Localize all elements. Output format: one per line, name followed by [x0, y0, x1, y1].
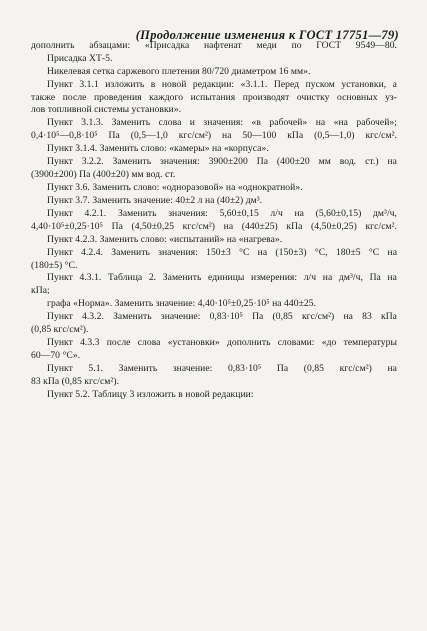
text-line: лов топливной системы установки».	[31, 104, 182, 115]
text-line: дополнить абзацами: «Присадка нафтенат меди по ГОСТ 9549—80.	[31, 40, 397, 51]
text-line: Пункт 4.2.4. Заменить значения: 150±3 °С на (150±3) °С, 180±5 °С на	[47, 247, 397, 258]
text-line: Пункт 4.2.3. Заменить слово: «испытаний» на «нагрева».	[47, 234, 283, 245]
text-line: (0,85 кгс/см²).	[31, 324, 89, 335]
text-line: Пункт 3.1.1 изложить в новой редакции: «3.1.1. Перед пуском установки, а	[47, 79, 397, 90]
text-line: (180±5) °С.	[31, 260, 78, 271]
text-line: 60—70 °С».	[31, 350, 81, 361]
text-line: Пункт 4.3.2. Заменить значение: 0,83·10⁵ Па (0,85 кгс/см²) на 83 кПа	[47, 311, 397, 322]
text-line: 4,40·10⁵±0,25·10⁵ Па (4,50±0,25 кгс/см²) на (440±25) кПа (4,50±0,25) кгс/см².	[31, 221, 397, 232]
text-line: кПа;	[31, 285, 50, 296]
text-line: также после проведения каждого испытания производят очистку основных уз-	[31, 92, 397, 103]
text-line: 83 кПа (0,85 кгс/см²).	[31, 376, 120, 387]
text-line: Пункт 4.3.3 после слова «установки» дополнить словами: «до температуры	[47, 337, 397, 348]
text-line: Пункт 3.1.3. Заменить слова и значения: «в рабочей» на «на рабочей»;	[47, 117, 397, 128]
text-line: Пункт 3.2.2. Заменить значения: 3900±200 Па (400±20 мм вод. ст.) на	[47, 156, 397, 167]
text-line: Никелевая сетка саржевого плетения 80/720 диаметром 16 мм».	[47, 66, 311, 77]
text-line: Пункт 3.6. Заменить слово: «одноразовой» на «однократной».	[47, 182, 303, 193]
text-line: Присадка ХТ-5.	[47, 53, 113, 64]
text-line: Пункт 4.3.1. Таблица 2. Заменить единицы измерения: л/ч на дм³/ч, Па на	[47, 272, 397, 283]
text-line: Пункт 4.2.1. Заменить значения: 5,60±0,15 л/ч на (5,60±0,15) дм³/ч,	[47, 208, 397, 219]
text-line: 0,4·10⁵—0,8·10⁵ Па (0,5—1,0 кгс/см²) на 50—100 кПа (0,5—1,0) кгс/см².	[31, 130, 397, 141]
text-line: (3900±200) Па (400±20) мм вод. ст.	[31, 169, 176, 180]
text-line: Пункт 3.7. Заменить значение: 40±2 л на (40±2) дм³.	[47, 195, 263, 206]
text-line: графа «Норма». Заменить значение: 4,40·10⁵±0,25·10⁵ на 440±25.	[47, 298, 317, 309]
text-line: Пункт 3.1.4. Заменить слово: «камеры» на «корпуса».	[47, 143, 269, 154]
text-line: Пункт 5.2. Таблицу 3 изложить в новой редакции:	[47, 389, 254, 400]
text-line: Пункт 5.1. Заменить значение: 0,83·10⁵ Па (0,85 кгс/см²) на	[47, 363, 397, 374]
page-header: (Продолжение изменения к ГОСТ 17751—79)	[135, 28, 399, 42]
